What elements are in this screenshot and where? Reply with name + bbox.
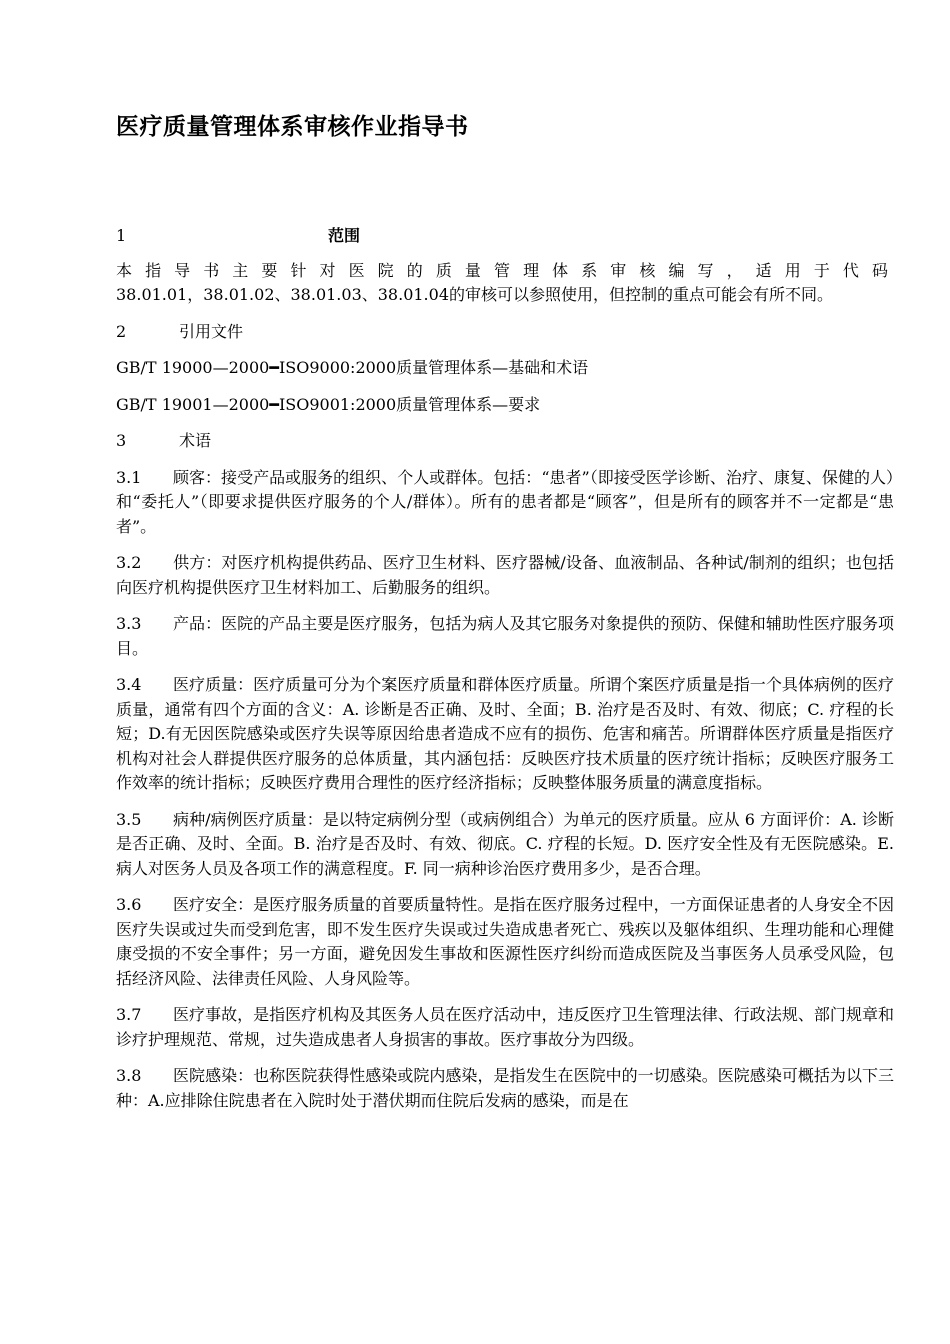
reference-item: GB/T 19001—2000━ISO9001:2000质量管理体系—要求 bbox=[116, 394, 541, 414]
term-number: 3.6 bbox=[116, 895, 142, 914]
document-body bbox=[116, 224, 894, 1125]
section-label: 范围 bbox=[328, 226, 361, 245]
section-heading-terms bbox=[116, 429, 894, 454]
term-text: 产品：医院的产品主要是医疗服务，包括为病人及其它服务对象提供的预防、保健和辅助性医疗服务项目。 bbox=[116, 614, 894, 658]
term-number: 3.8 bbox=[116, 1066, 142, 1085]
term-number: 3.4 bbox=[116, 675, 142, 694]
term-item bbox=[116, 466, 894, 540]
term-text: 医疗质量：医疗质量可分为个案医疗质量和群体医疗质量。所谓个案医疗质量是指一个具体病例的医疗质量，通常有四个方面的含义：A. 诊断是否正确、及时、全面；B. 治疗是否及时、有效、彻底；C. 疗程的长短；D.有无因医院感染或医疗失误等原因给患者造成不应有的损伤、危害和痛苦。所谓群体医疗质量是指医疗机构对社会人群提供医疗服务的总体质量，其内涵包括：反映医疗技术质量的医疗统计指标；反映医疗服务工作效率的统计指标；反映医疗费用合理性的医疗经济指标；反映整体服务质量的满意度指标。 bbox=[116, 675, 894, 792]
term-text: 医疗事故，是指医疗机构及其医务人员在医疗活动中，违反医疗卫生管理法律、行政法规、部门规章和诊疗护理规范、常规，过失造成患者人身损害的事故。医疗事故分为四级。 bbox=[116, 1005, 894, 1049]
term-text: 医院感染：也称医院获得性感染或院内感染，是指发生在医院中的一切感染。医院感染可概括为以下三种：A.应排除住院患者在入院时处于潜伏期而住院后发病的感染，而是在 bbox=[116, 1066, 894, 1110]
term-number: 3.7 bbox=[116, 1005, 142, 1024]
term-text: 供方：对医疗机构提供药品、医疗卫生材料、医疗器械/设备、血液制品、各种试/制剂的组织；也包括向医疗机构提供医疗卫生材料加工、后勤服务的组织。 bbox=[116, 553, 894, 597]
term-number: 3.3 bbox=[116, 614, 142, 633]
section-label: 引用文件 bbox=[179, 321, 244, 341]
reference-item: GB/T 19000—2000━ISO9000:2000质量管理体系—基础和术语 bbox=[116, 358, 589, 377]
section-label: 术语 bbox=[179, 431, 212, 450]
scope-line-1: 本指导书主要针对医院的质量管理体系审核编写，适用于代码 bbox=[116, 260, 894, 280]
section-heading-scope bbox=[116, 224, 894, 249]
term-text: 病种/病例医疗质量：是以特定病例分型（或病例组合）为单元的医疗质量。应从 6 方面评价：A. 诊断是否正确、及时、全面。B. 治疗是否及时、有效、彻底。C. 疗程的长短。D. 医疗安全性及有无医院感染。E. 病人对医务人员及各项工作的满意程度。F. 同一病种诊治医疗费用多少，是否合理。 bbox=[116, 809, 894, 878]
term-item bbox=[116, 612, 894, 661]
section-number: 1 bbox=[116, 226, 127, 245]
document-title: 医疗质量管理体系审核作业指导书 bbox=[116, 114, 469, 140]
scope-line-2: 38.01.01，38.01.02、38.01.03、38.01.04的审核可以参照使用，但控制的重点可能会有所不同。 bbox=[116, 285, 834, 304]
term-item bbox=[116, 808, 894, 882]
term-text: 顾客：接受产品或服务的组织、个人或群体。包括：“患者”（即接受医学诊断、治疗、康复、保健的人）和“委托人”（即要求提供医疗服务的个人/群体）。所有的患者都是“顾客”，但是所有的顾客并不一定都是“患者”。 bbox=[116, 467, 894, 536]
section-number: 3 bbox=[116, 431, 127, 450]
section-heading-references bbox=[116, 320, 894, 345]
term-item bbox=[116, 893, 894, 991]
scope-paragraph bbox=[116, 259, 894, 308]
term-item bbox=[116, 551, 894, 600]
term-number: 3.2 bbox=[116, 553, 142, 572]
section-number: 2 bbox=[116, 321, 127, 341]
term-text: 医疗安全：是医疗服务质量的首要质量特性。是指在医疗服务过程中，一方面保证患者的人身安全不因医疗失误或过失而受到危害，即不发生医疗失误或过失造成患者死亡、残疾以及躯体组织、生理功能和心理健康受损的不安全事件；另一方面，避免因发生事故和医源性医疗纠纷而造成医院及当事医务人员承受风险，包括经济风险、法律责任风险、人身风险等。 bbox=[116, 895, 894, 988]
term-item bbox=[116, 1003, 894, 1052]
term-item bbox=[116, 1064, 894, 1113]
term-number: 3.5 bbox=[116, 809, 142, 829]
term-item bbox=[116, 673, 894, 796]
term-number: 3.1 bbox=[116, 467, 142, 487]
